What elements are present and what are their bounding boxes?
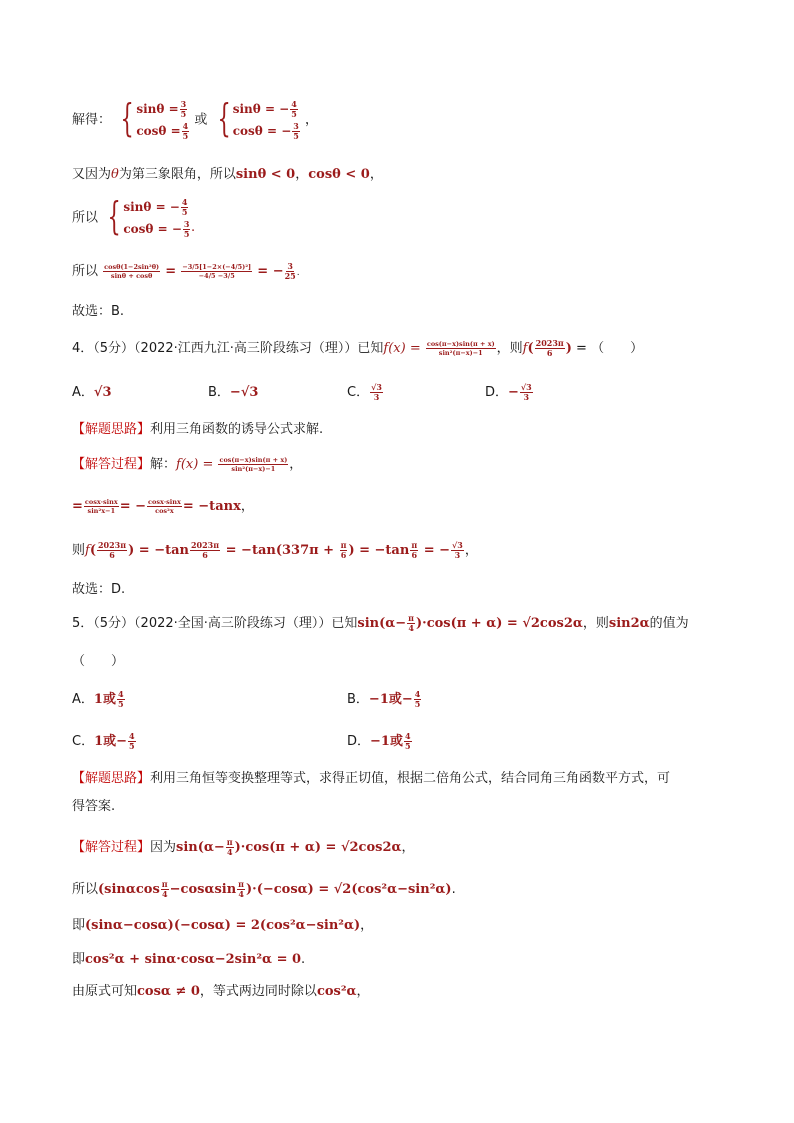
q3-so-line: 所以 { sinθ = − $\frac{4}{5}$ cosθ = − $\frac{3}{5}$ . bbox=[72, 194, 195, 239]
q3-system-2: { sinθ = − $\frac{4}{5}$ cosθ = − $\frac{3}{5}$ bbox=[216, 96, 299, 141]
q5-option-a[interactable]: A．1或 $\frac{4}{5}$ bbox=[72, 689, 124, 709]
left-brace: { bbox=[216, 96, 231, 140]
left-brace: { bbox=[120, 96, 134, 140]
q4-option-c[interactable]: C． $\frac{√3}{3}$ bbox=[347, 382, 382, 402]
left-brace: { bbox=[107, 194, 121, 238]
q3-system-1: { sinθ = $\frac{3}{5}$ cosθ = $\frac{4}{5}$ bbox=[120, 96, 189, 141]
q5-step3: 即(sinα−cosα)(−cosα) = 2(cos²α−sin²α)， bbox=[72, 918, 374, 933]
q5-idea-2: 得答案. bbox=[72, 799, 116, 814]
q3-system-3: { sinθ = − $\frac{4}{5}$ cosθ = − $\frac{3}{5}$ . bbox=[107, 194, 195, 239]
q4-option-a[interactable]: A．√3 bbox=[72, 385, 112, 400]
q3-calc-line: 所以 $\frac{\text{cosθ(1−2sin²θ)}}{\sin\theta + \cos\theta}$ = $\frac{\text{−3/5[1−2×(−4/5)²]}}{-4/5 -3/5}$ = − $\frac{3}{25}$ . bbox=[72, 261, 300, 281]
q4-option-b[interactable]: B．−√3 bbox=[208, 385, 259, 400]
q4-choice: 故选：D. bbox=[72, 582, 126, 597]
q3-quadrant-line: 又因为θ为第三象限角，所以sinθ < 0，cosθ < 0， bbox=[72, 167, 383, 182]
q5-idea: 【解题思路】利用三角恒等变换整理等式，求得正切值，根据二倍角公式，结合同角三角函数平方式，可 bbox=[72, 771, 671, 786]
q5-stem: 5．（5分）（2022·全国·高三阶段练习（理））已知sin(α− $\frac{\pi}{4}$ )·cos(π + α) = √2cos2α，则sin2α的值为 bbox=[72, 613, 689, 633]
q5-option-b[interactable]: B．−1或− $\frac{4}{5}$ bbox=[347, 689, 421, 709]
q5-step2: 所以(sinαcos $\frac{\pi}{4}$ −cosαsin $\frac{\pi}{4}$ )·(−cosα) = √2(cos²α−sin²α). bbox=[72, 879, 456, 899]
q4-stem: 4．（5分）（2022·江西九江·高三阶段练习（理））已知f(x) = $\frac{\cos(\pi-x)\sin(\pi + x)}{\text{sin²(π−x)−1}}$ ，则f( $\frac{2023\pi}{6}$ ) = （ ） bbox=[72, 338, 644, 358]
q5-option-c[interactable]: C．1或− $\frac{4}{5}$ bbox=[72, 731, 135, 751]
q5-proc: 【解答过程】因为sin(α− $\frac{\pi}{4}$ )·cos(π + α) = √2cos2α， bbox=[72, 837, 415, 857]
q4-idea: 【解题思路】利用三角函数的诱导公式求解. bbox=[72, 422, 324, 437]
q5-step4: 即cos²α + sinα·cosα−2sin²α = 0. bbox=[72, 952, 306, 967]
q4-option-d[interactable]: D．− $\frac{√3}{3}$ bbox=[485, 382, 532, 402]
q5-paren: （ ） bbox=[72, 654, 125, 669]
q4-step2: = $\frac{\cos x\cdot\sin x}{\text{sin²x−1}}$ = − $\frac{\cos x\cdot\sin x}{\text{cos²x}}$ = −tanx， bbox=[72, 498, 254, 515]
q3-choice: 故选：B. bbox=[72, 304, 125, 319]
q5-step5: 由原式可知cosα ≠ 0，等式两边同时除以cos²α， bbox=[72, 984, 370, 999]
q4-proc: 【解答过程】解：f(x) = $\frac{\cos(\pi-x)\sin(\pi + x)}{\text{sin²(π−x)−1}}$ ， bbox=[72, 456, 303, 473]
q3-solve-line: 解得： { sinθ = $\frac{3}{5}$ cosθ = $\frac{4}{5}$ 或 { sinθ = − $\frac{4}{5}$ cosθ = − $\frac{3}{5}$ ， bbox=[72, 96, 318, 141]
q5-option-d[interactable]: D．−1或 $\frac{4}{5}$ bbox=[347, 731, 411, 751]
q4-step3: 则f( $\frac{2023\pi}{6}$ ) = −tan $\frac{2023\pi}{6}$ = −tan(337π + $\frac{\pi}{6}$ ) = −tan $\frac{\pi}{6}$ = − $\frac{√3}{3}$ ， bbox=[72, 540, 478, 560]
